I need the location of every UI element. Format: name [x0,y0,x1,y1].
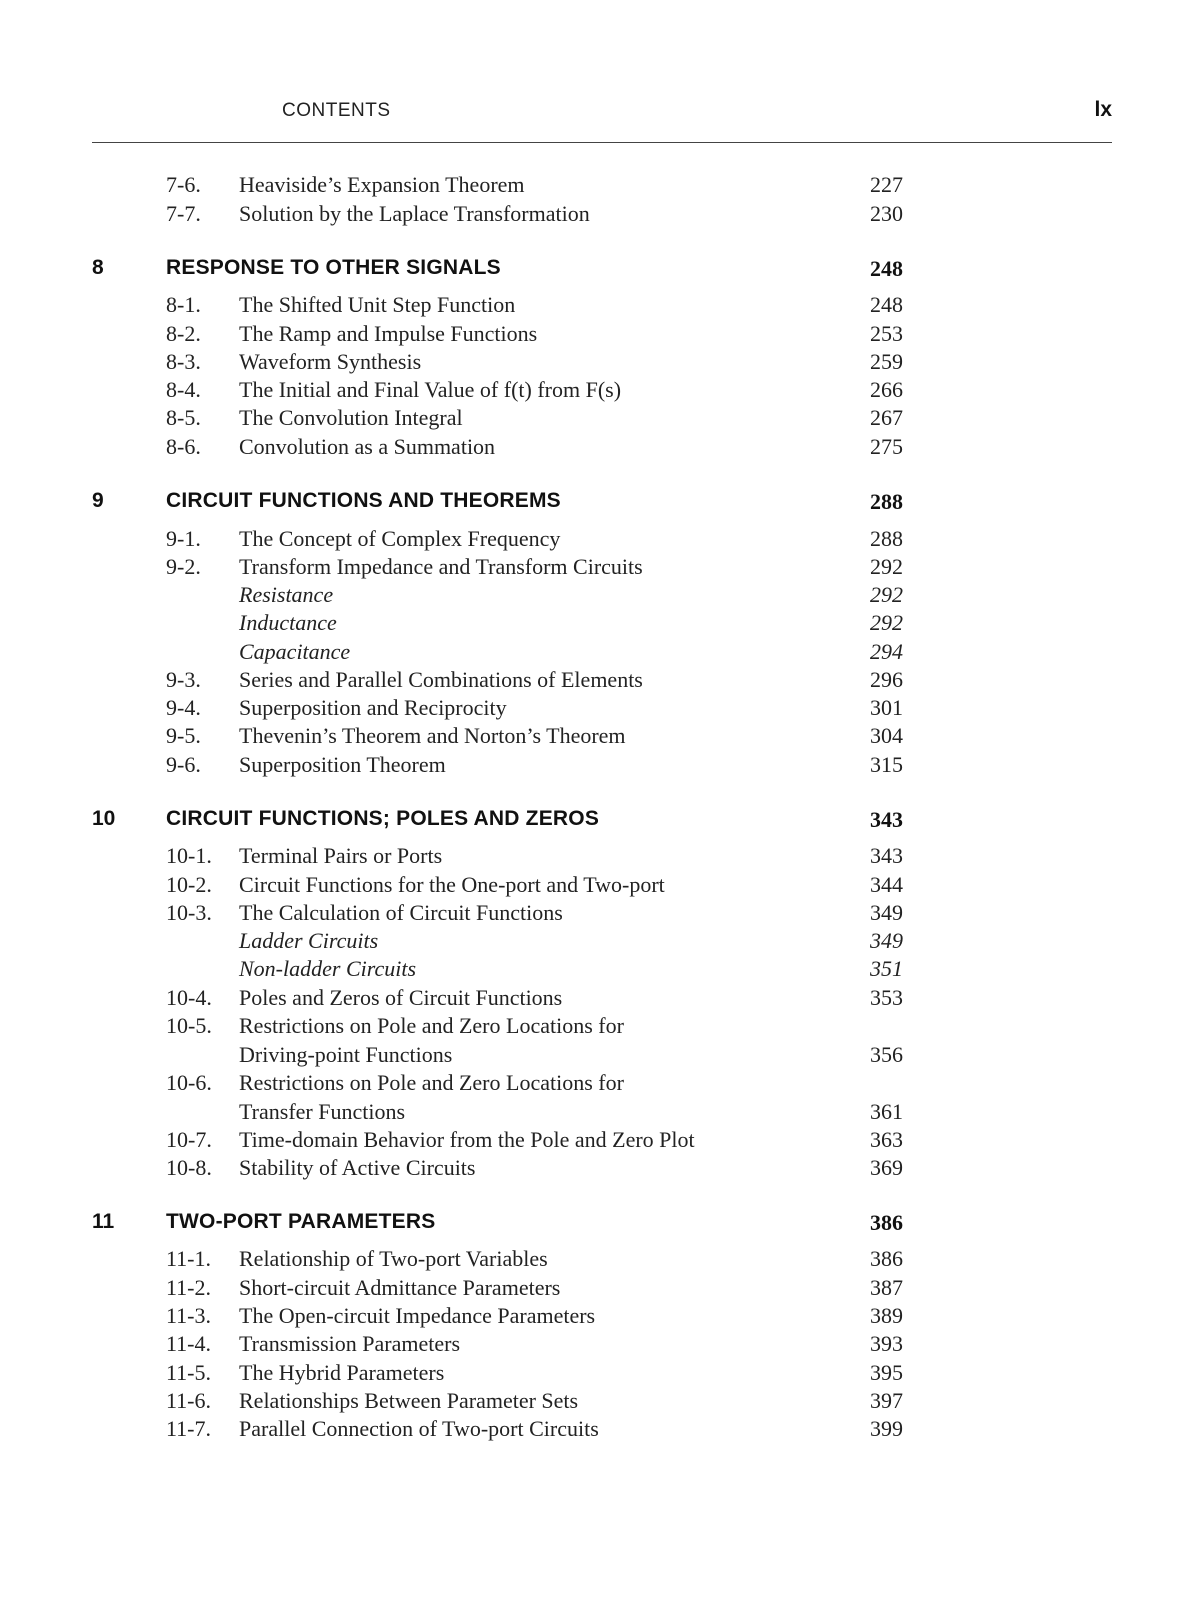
toc-entry [0,1246,1200,1276]
page-ref: 296 [870,667,903,692]
chapter-title: RESPONSE TO OTHER SIGNALS [166,256,501,279]
entry-title: The Calculation of Circuit Functions [239,900,563,925]
entry-title: Solution by the Laplace Transformation [239,201,590,226]
entry-title: Restrictions on Pole and Zero Locations for [239,1070,624,1095]
toc-entry [0,667,1200,697]
entry-title: The Convolution Integral [239,405,463,430]
chapter-number: 11 [92,1210,115,1233]
page-ref: 275 [870,434,903,459]
page-ref: 301 [870,695,903,720]
section-number: 9-2. [166,554,201,579]
toc-entry [0,1416,1200,1446]
toc-entry [0,554,1200,584]
entry-title: Heaviside’s Expansion Theorem [239,172,525,197]
subsection-entry [0,610,1200,640]
subsection-entry [0,639,1200,669]
page-ref: 356 [870,1042,903,1067]
chapter-number: 9 [92,489,104,512]
section-number: 9-1. [166,526,201,551]
page-ref: 361 [870,1099,903,1124]
page-ref: 397 [870,1388,903,1413]
chapter-number: 10 [92,807,116,830]
page-ref: 315 [870,752,903,777]
toc-entry [0,1155,1200,1185]
entry-title: The Hybrid Parameters [239,1360,445,1385]
section-number: 9-6. [166,752,201,777]
entry-title: The Open-circuit Impedance Parameters [239,1303,596,1328]
toc-entry [0,1127,1200,1157]
entry-title: The Initial and Final Value of f(t) from F(s) [239,377,622,402]
entry-title: Inductance [239,610,337,635]
toc-entry [0,1042,1200,1072]
page-ref: 363 [870,1127,903,1152]
page-ref: 248 [870,292,903,317]
page-ref: 253 [870,321,903,346]
chapter-number: 8 [92,256,104,279]
section-number: 11-6. [166,1388,212,1413]
entry-title: The Ramp and Impulse Functions [239,321,538,346]
entry-title: Transfer Functions [239,1099,406,1124]
page-ref: 386 [870,1246,903,1271]
section-number: 10-7. [166,1127,212,1152]
section-number: 10-4. [166,985,212,1010]
page-ref: 399 [870,1416,903,1441]
chapter-heading [0,489,1200,519]
toc-entry [0,985,1200,1015]
section-number: 8-6. [166,434,201,459]
entry-title: Poles and Zeros of Circuit Functions [239,985,563,1010]
entry-title: Resistance [239,582,334,607]
entry-title: Thevenin’s Theorem and Norton’s Theorem [239,723,626,748]
page-ref: 387 [870,1275,903,1300]
running-head: CONTENTS [282,100,391,121]
page-ref: 395 [870,1360,903,1385]
section-number: 9-3. [166,667,201,692]
page-ref: 227 [870,172,903,197]
toc-entry [0,172,1200,202]
entry-title: Relationship of Two-port Variables [239,1246,548,1271]
section-number: 9-5. [166,723,201,748]
entry-title: Time-domain Behavior from the Pole and Zero Plot [239,1127,695,1152]
page-ref: 288 [870,489,903,514]
toc-entry [0,872,1200,902]
entry-title: Superposition Theorem [239,752,446,777]
entry-title: Restrictions on Pole and Zero Locations for [239,1013,624,1038]
toc-entry [0,695,1200,725]
page-ref: 349 [870,900,903,925]
section-number: 10-6. [166,1070,212,1095]
page-ref: 266 [870,377,903,402]
toc-entry [0,1331,1200,1361]
entry-title: Waveform Synthesis [239,349,422,374]
entry-title: Short-circuit Admittance Parameters [239,1275,561,1300]
page-ref: 389 [870,1303,903,1328]
entry-title: Capacitance [239,639,351,664]
section-number: 8-4. [166,377,201,402]
entry-title: Circuit Functions for the One-port and Two-port [239,872,665,897]
page-ref: 353 [870,985,903,1010]
page-ref: 294 [870,639,903,664]
section-number: 10-3. [166,900,212,925]
page-ref: 259 [870,349,903,374]
section-number: 8-3. [166,349,201,374]
entry-title: Parallel Connection of Two-port Circuits [239,1416,599,1441]
section-number: 10-8. [166,1155,212,1180]
subsection-entry [0,928,1200,958]
page-ref: 343 [870,843,903,868]
entry-title: The Shifted Unit Step Function [239,292,516,317]
section-number: 9-4. [166,695,201,720]
page-ref: 349 [870,928,903,953]
toc-entry [0,1275,1200,1305]
section-number: 11-3. [166,1303,212,1328]
chapter-title: TWO-PORT PARAMETERS [166,1210,436,1233]
section-number: 7-6. [166,172,201,197]
section-number: 11-4. [166,1331,212,1356]
section-number: 8-1. [166,292,201,317]
page-ref: 292 [870,582,903,607]
toc-entry [0,405,1200,435]
section-number: 7-7. [166,201,201,226]
toc-entry [0,1303,1200,1333]
toc-entry [0,201,1200,231]
page-ref: 393 [870,1331,903,1356]
entry-title: Driving-point Functions [239,1042,453,1067]
toc-entry [0,321,1200,351]
entry-title: Ladder Circuits [239,928,379,953]
toc-entry [0,377,1200,407]
section-number: 11-1. [166,1246,212,1271]
chapter-title: CIRCUIT FUNCTIONS AND THEOREMS [166,489,561,512]
toc-entry [0,434,1200,464]
section-number: 10-1. [166,843,212,868]
toc-entry [0,349,1200,379]
section-number: 8-5. [166,405,201,430]
toc-entry [0,1360,1200,1390]
subsection-entry [0,582,1200,612]
chapter-title: CIRCUIT FUNCTIONS; POLES AND ZEROS [166,807,600,830]
toc-entry [0,843,1200,873]
toc-entry [0,752,1200,782]
entry-title: Non-ladder Circuits [239,956,417,981]
section-number: 10-2. [166,872,212,897]
page-ref: 292 [870,610,903,635]
page-ref: 369 [870,1155,903,1180]
chapter-heading [0,1210,1200,1240]
page-ref: 292 [870,554,903,579]
entry-title: Convolution as a Summation [239,434,496,459]
chapter-heading [0,807,1200,837]
page-ref: 343 [870,807,903,832]
entry-title: Superposition and Reciprocity [239,695,507,720]
toc-entry [0,526,1200,556]
toc-entry [0,900,1200,930]
page-ref: 248 [870,256,903,281]
section-number: 11-2. [166,1275,212,1300]
page-ref: 304 [870,723,903,748]
entry-title: Stability of Active Circuits [239,1155,476,1180]
subsection-entry [0,956,1200,986]
page-number: lx [1094,98,1112,121]
section-number: 11-7. [166,1416,212,1441]
toc-entry [0,723,1200,753]
toc-entry [0,1388,1200,1418]
entry-title: Transmission Parameters [239,1331,461,1356]
page-ref: 288 [870,526,903,551]
page-ref: 386 [870,1210,903,1235]
toc-entry [0,292,1200,322]
toc-entry [0,1013,1200,1043]
entry-title: Series and Parallel Combinations of Elements [239,667,643,692]
toc-entry [0,1099,1200,1129]
page-ref: 267 [870,405,903,430]
page-ref: 344 [870,872,903,897]
entry-title: Relationships Between Parameter Sets [239,1388,579,1413]
entry-title: The Concept of Complex Frequency [239,526,561,551]
toc-entry [0,1070,1200,1100]
page-ref: 230 [870,201,903,226]
entry-title: Terminal Pairs or Ports [239,843,443,868]
section-number: 8-2. [166,321,201,346]
section-number: 10-5. [166,1013,212,1038]
page-ref: 351 [870,956,903,981]
chapter-heading [0,256,1200,286]
section-number: 11-5. [166,1360,212,1385]
entry-title: Transform Impedance and Transform Circuits [239,554,643,579]
